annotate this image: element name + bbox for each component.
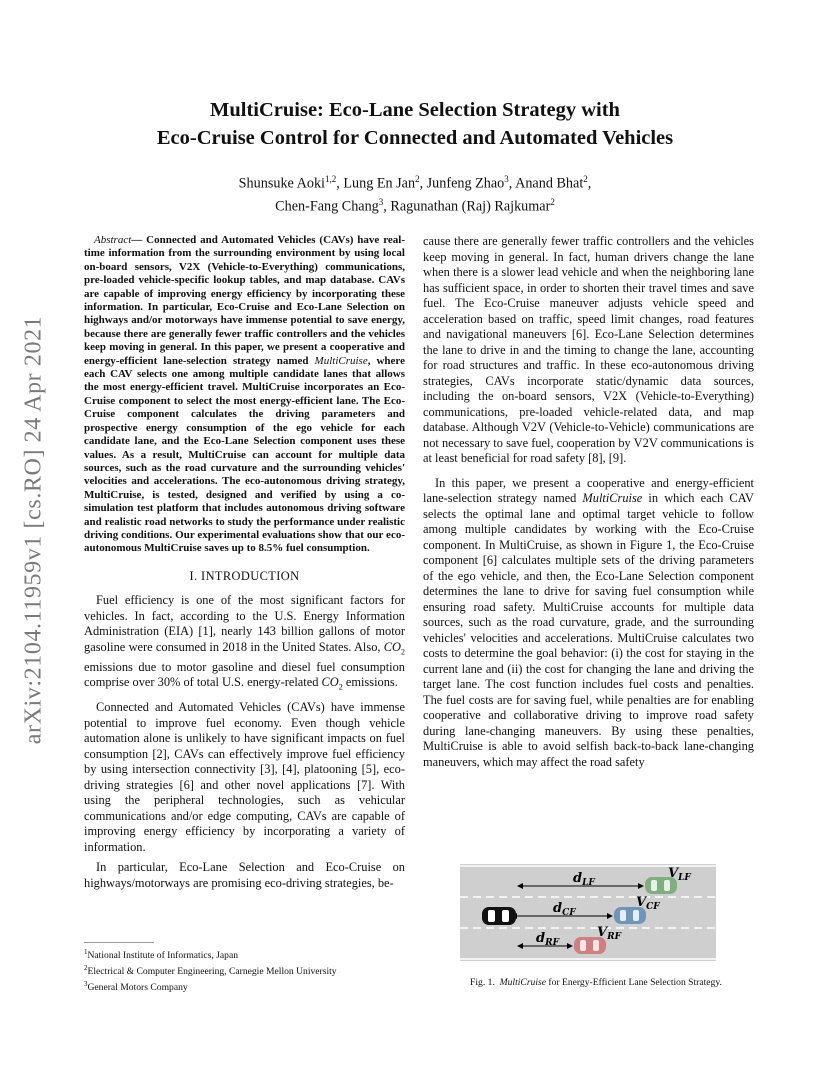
co2-term: CO bbox=[321, 675, 339, 690]
abstract-text: Connected and Automated Vehicles (CAVs) have real-time information from the surrounding environment by using local on-board sensors, V2X (Vehicle-to-Everything) communications, pre-loaded vehicle-specific lookup tables, and map database. CAVs are capable of improving energy efficiency by incorporating these information. In particular, Eco-Cruise and Eco-Lane Selection on highways and/or motorways have immense potential to save energy, because there are generally fewer traffic controllers and the vehicles keep moving in general. In this paper, we present a cooperative and energy-efficient lane-selection strategy named bbox=[84, 234, 405, 367]
author-name: , Junfeng Zhao bbox=[419, 175, 505, 192]
caption-prefix: Fig. 1. bbox=[470, 977, 495, 988]
footnote-3: $^3$General Motors Company bbox=[84, 980, 188, 994]
abstract-label: Abstract bbox=[94, 234, 132, 246]
right-column bbox=[423, 234, 754, 779]
paragraph-text: emissions. bbox=[342, 675, 398, 690]
caption-system-name: MultiCruise bbox=[499, 977, 547, 988]
author-line-1 bbox=[80, 170, 750, 193]
system-name: MultiCruise bbox=[582, 491, 643, 505]
title-line-2: Eco-Cruise Control for Connected and Automated Vehicles bbox=[156, 127, 674, 149]
footnote-text: Electrical & Computer Engineering, Carnegie Mellon University bbox=[87, 966, 337, 978]
author-name: Chen-Fang Chang bbox=[275, 198, 379, 215]
affiliation-mark: 3 bbox=[504, 174, 509, 184]
title-line-1: MultiCruise: Eco-Lane Selection Strategy with bbox=[210, 99, 620, 121]
section-heading: I. INTRODUCTION bbox=[189, 568, 300, 583]
co2-term: CO bbox=[383, 639, 401, 654]
left-column bbox=[84, 234, 405, 896]
paragraph-text: In this paper, we present a cooperative and energy-efficient lane-selection strategy named bbox=[423, 475, 754, 505]
footnote-2: $^2$Electrical & Computer Engineering, Carnegie Mellon University bbox=[84, 964, 337, 978]
caption-text: for Energy-Efficient Lane Selection Strategy. bbox=[546, 977, 722, 988]
footnote-text: National Institute of Informatics, Japan bbox=[87, 950, 239, 962]
arxiv-watermark bbox=[14, 315, 54, 745]
affiliation-mark: 1,2 bbox=[325, 174, 337, 184]
arxiv-id: arXiv:2104.11959v1 [cs.RO] 24 Apr 2021 bbox=[20, 315, 47, 745]
figure-caption bbox=[441, 977, 751, 988]
paragraph-text: emissions due to motor gasoline and diesel fuel consumption comprise over 30% of total U.S. energy-related bbox=[84, 659, 405, 690]
label-v-lf: $V_{LF}$ bbox=[668, 866, 691, 883]
label-d-rf: $d_{RF}$ bbox=[536, 931, 559, 948]
label-d-cf: $d_{CF}$ bbox=[553, 901, 576, 918]
paper-title bbox=[80, 96, 750, 152]
author-separator: , bbox=[587, 175, 592, 192]
affiliation-mark: 3 bbox=[378, 196, 384, 207]
lane-diagram bbox=[460, 864, 716, 961]
system-name: MultiCruise bbox=[314, 354, 368, 367]
abstract-text: , where each CAV selects one among multiple candidate lanes that allows the most energy-efficient travel. MultiCruise incorporates an Eco-Cruise component to select the most energy-efficient lane. The Eco-Cruise component calculates the driving parameters and prospective energy consumption of the ego vehicle for each candidate lane, and the Eco-Lane Selection component uses these values. As a result, MultiCruise can account for multiple data sources, such as the road curvature and the surrounding vehicles' velocities and accelerations. The eco-autonomous driving strategy, MultiCruise, is tested, designed and verified by using a co-simulation test platform that includes autonomous driving software and realistic road networks to study the performance under realistic driving conditions. Our experimental evaluations show that our eco-autonomous MultiCruise saves up to 8.5% fuel consumption. bbox=[84, 354, 405, 555]
affiliation-mark: 2 bbox=[550, 196, 555, 207]
paragraph-text: in which each CAV selects the optimal lane and optimal target vehicle to follow among multiple candidates by working with the Eco-Cruise component. In MultiCruise, as shown in Figure 1, the Eco-Cruise component [6] calculates multiple sets of the driving parameters of the ego vehicle, and then, the Eco-Lane Selection component determines the lane to drive for saving fuel consumption while ensuring road safety. MultiCruise accounts for multiple data sources, such as the road curvature, grade, and the surrounding vehicles' velocities and accelerations. MultiCruise calculates two costs to determine the goal behavior: (i) the cost for staying in the current lane and (ii) the cost for changing the lane and driving the target lane. The cost function includes fuel costs and penalties. The fuel costs are for saving fuel, while penalties are for enabling cooperative and collaborative driving to improve road safety during lane-changing maneuvers. By using these penalties, MultiCruise is able to avoid selfish back-to-back lane-changing maneuvers, which may affect the road safety bbox=[423, 491, 754, 769]
label-d-lf: $d_{LF}$ bbox=[573, 871, 595, 888]
label-v-cf: $V_{CF}$ bbox=[636, 895, 660, 912]
author-list bbox=[80, 170, 750, 215]
ego-car bbox=[482, 907, 516, 925]
footnotes bbox=[84, 946, 405, 995]
intro-paragraph-3: In particular, Eco-Lane Selection and Eco-Cruise on highways/motorways are promising eco-driving strategies, be- bbox=[84, 860, 405, 890]
right-paragraph-2 bbox=[423, 476, 754, 771]
footnote-1: $^1$National Institute of Informatics, Japan bbox=[84, 948, 239, 962]
affiliation-mark: 2 bbox=[415, 174, 420, 184]
paragraph-text: Fuel efficiency is one of the most significant factors for vehicles. In fact, according to the U.S. Energy Information Administration (EIA) [1], nearly 143 billion gallons of motor gasoline were consumed in 2018 in the United States. Also, bbox=[84, 593, 405, 654]
abstract-dash: — bbox=[131, 234, 143, 246]
affiliation-mark: 2 bbox=[583, 174, 588, 184]
footnote-rule bbox=[84, 942, 154, 943]
author-name: , Ragunathan (Raj) Rajkumar bbox=[383, 198, 551, 215]
right-paragraph-1: cause there are generally fewer traffic controllers and the vehicles keep moving in general. In fact, human drivers change the lane when there is a slower lead vehicle and when the neighboring lane has sufficient space, in order to shorten their travel times and save fuel. The Eco-Cruise maneuver adjusts vehicle speed and acceleration based on traffic, speed limit changes, road features and navigational maneuvers [6]. Eco-Lane Selection determines the lane to drive in and the timing to change the lane, accounting for road structures and traffic. In these eco-autonomous driving strategies, CAVs incorporate static/dynamic data sources, including the on-board sensors, V2X (Vehicle-to-Everything) communications, pre-loaded vehicle-related data, and map database. Although V2V (Vehicle-to-Vehicle) communications are not necessary to save fuel, cooperation by V2V communications is at least beneficial for road safety [8], [9]. bbox=[423, 234, 754, 465]
intro-paragraph-2: Connected and Automated Vehicles (CAVs) have immense potential to improve fuel economy. Even though vehicle automation alone is unlikely to have significant impacts on fuel consumption [2], CAVs can effectively improve fuel efficiency by using intersection connectivity [3], [4], platooning [5], eco-driving strategies [6] and other novel applications [7]. With using the peripheral technologies, such as vehicular communications and/or edge computing, CAVs are capable of improving energy efficiency by incorporating a variety of information. bbox=[84, 700, 405, 854]
author-line-2 bbox=[80, 193, 750, 216]
figure-1 bbox=[460, 864, 716, 961]
author-name: , Lung En Jan bbox=[336, 175, 416, 192]
footnote-text: General Motors Company bbox=[87, 982, 188, 994]
intro-paragraph-1: Fuel efficiency is one of the most significant factors for vehicles. In fact, according to the U.S. Energy Information Administration (EIA) [1], nearly 143 billion gallons of motor gasoline were consumed in 2018 in the United States. Also, $CO_2$ emissions due to motor gasoline and diesel fuel consumption comprise over 30% of total U.S. energy-related $CO_2$ emissions. bbox=[84, 593, 405, 692]
abstract bbox=[84, 234, 405, 556]
author-name: , Anand Bhat bbox=[508, 175, 584, 192]
author-name: Shunsuke Aoki bbox=[238, 175, 325, 192]
label-v-rf: $V_{RF}$ bbox=[597, 925, 621, 942]
